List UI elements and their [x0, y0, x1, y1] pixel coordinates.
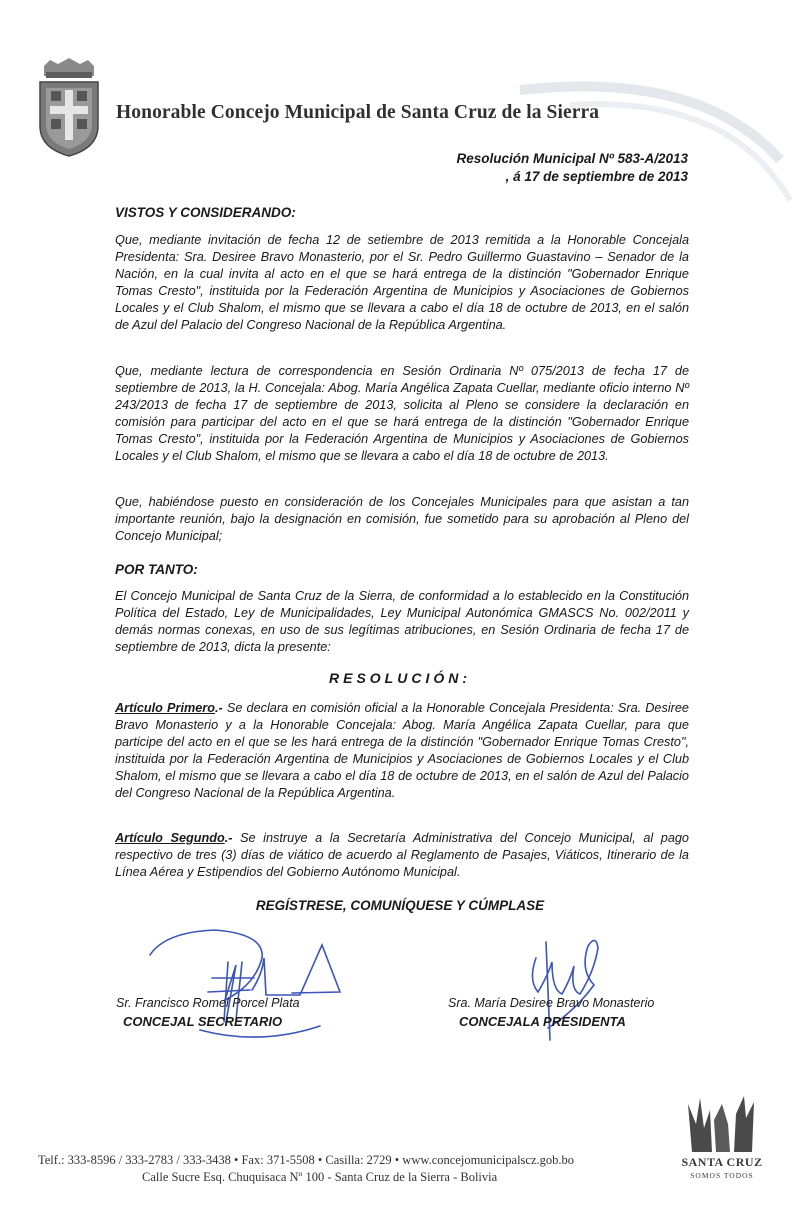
- vistos-paragraph-2: Que, mediante lectura de correspondencia en Sesión Ordinaria Nº 075/2013 de fecha 17 de septiembre de 2013, la H. Concejala: Abog. María Angélica Zapata Cuellar, mediante oficio interno Nº 243/2013 de fecha 17 de septiembre de 2013, solicita al Pleno se considere la declaración en comisión para participar del acto en el que se hará entrega de la distinción "Gobernador Enrique Tomas Cresto", instituida por la Federación Argentina de Municipios y Asociaciones de Gobiernos Locales y el Club Shalom, el mismo que se llevara a cabo el día 18 de octubre de 2013.: [115, 364, 689, 463]
- portanto-heading: POR TANTO:: [115, 562, 198, 577]
- article-1: [115, 700, 689, 802]
- left-signatory-name: Sr. Francisco Romel Porcel Plata: [116, 996, 300, 1010]
- article-2-label: Artículo Segundo: [115, 831, 225, 845]
- resolucion-heading: RESOLUCIÓN:: [329, 670, 471, 686]
- right-signatory-title: CONCEJALA PRESIDENTA: [459, 1014, 626, 1029]
- resolution-number: Resolución Municipal Nº 583-A/2013: [456, 151, 688, 166]
- article-1-separator: .-: [215, 701, 223, 715]
- closing-statement: REGÍSTRESE, COMUNÍQUESE Y CÚMPLASE: [255, 898, 545, 913]
- portanto-paragraph: El Concejo Municipal de Santa Cruz de la Sierra, de conformidad a lo establecido en la Constitución Política del Estado, Ley de Municipalidades, Ley Municipal Autonómica GMASCS No. 002/2011 y demás normas conexas, en uso de sus legítimas atribuciones, en Sesión Ordinaria de fecha 17 de septiembre de 2013, dicta la presente:: [115, 589, 689, 654]
- article-2-separator: .-: [224, 831, 233, 845]
- article-1-label: Artículo Primero: [115, 701, 215, 715]
- coat-of-arms-icon: [36, 58, 102, 158]
- vistos-paragraph-1: Que, mediante invitación de fecha 12 de setiembre de 2013 remitida a la Honorable Concejala Presidenta: Sra. Desiree Bravo Monasterio, por el Sr. Pedro Guillermo Guastavino – Senador de la Nación, en la cual invita al acto en el que se hará entrega de la distinción "Gobernador Enrique Tomas Cresto", instituida por la Federación Argentina de Municipios y Asociaciones de Gobiernos Locales y el Club Shalom, el mismo que se llevara a cabo el día 18 de octubre de 2013, en el salón de Azul del Palacio del Congreso Nacional de la República Argentina.: [115, 233, 689, 332]
- article-1-text: Se declara en comisión oficial a la Honorable Concejala Presidenta: Sra. Desiree Bravo Monasterio y a la Honorable Concejala: Abog. María Angélica Zapata Cuellar, para que participe del acto en el que se les hará entrega de la distinción "Gobernador Enrique Tomas Cresto", instituida por la Federación Argentina de Municipios y Asociaciones de Gobiernos Locales y el Club Shalom, el mismo que se llevara a cabo el día 18 de octubre de 2013, en el salón de Azul del Palacio del Congreso Nacional de la República Argentina.: [115, 701, 689, 800]
- vistos-paragraph-3: Que, habiéndose puesto en consideración de los Concejales Municipales para que asistan a tan importante reunión, bajo la designación en comisión, fue sometido para su aprobación al Pleno del Concejo Municipal;: [115, 495, 689, 543]
- footer-contact-line: Telf.: 333-8596 / 333-2783 / 333-3438 • Fax: 371-5508 • Casilla: 2729 • www.concejomunicipalscz.gob.bo: [38, 1153, 575, 1167]
- resolution-header: [457, 150, 689, 186]
- vistos-heading: VISTOS Y CONSIDERANDO:: [115, 205, 296, 220]
- left-signatory-title: CONCEJAL SECRETARIO: [123, 1014, 283, 1029]
- right-signatory-name: Sra. María Desiree Bravo Monasterio: [448, 996, 655, 1010]
- organization-title: Honorable Concejo Municipal de Santa Cruz de la Sierra: [116, 102, 600, 123]
- article-2: [115, 830, 689, 881]
- logo-name: SANTA CRUZ: [681, 1155, 763, 1169]
- logo-tagline: SOMOS TODOS: [690, 1171, 754, 1180]
- article-2-text: Se instruye a la Secretaría Administrativa del Concejo Municipal, al pago respectivo de tres (3) días de viático de acuerdo al Reglamento de Pasajes, Viáticos, Itinerario de la Línea Aérea y Estipendios del Gobierno Autónomo Municipal.: [115, 831, 689, 879]
- footer-address-line: Calle Sucre Esq. Chuquisaca Nº 100 - Santa Cruz de la Sierra - Bolivia: [142, 1170, 498, 1184]
- resolution-date: , á 17 de septiembre de 2013: [505, 169, 688, 184]
